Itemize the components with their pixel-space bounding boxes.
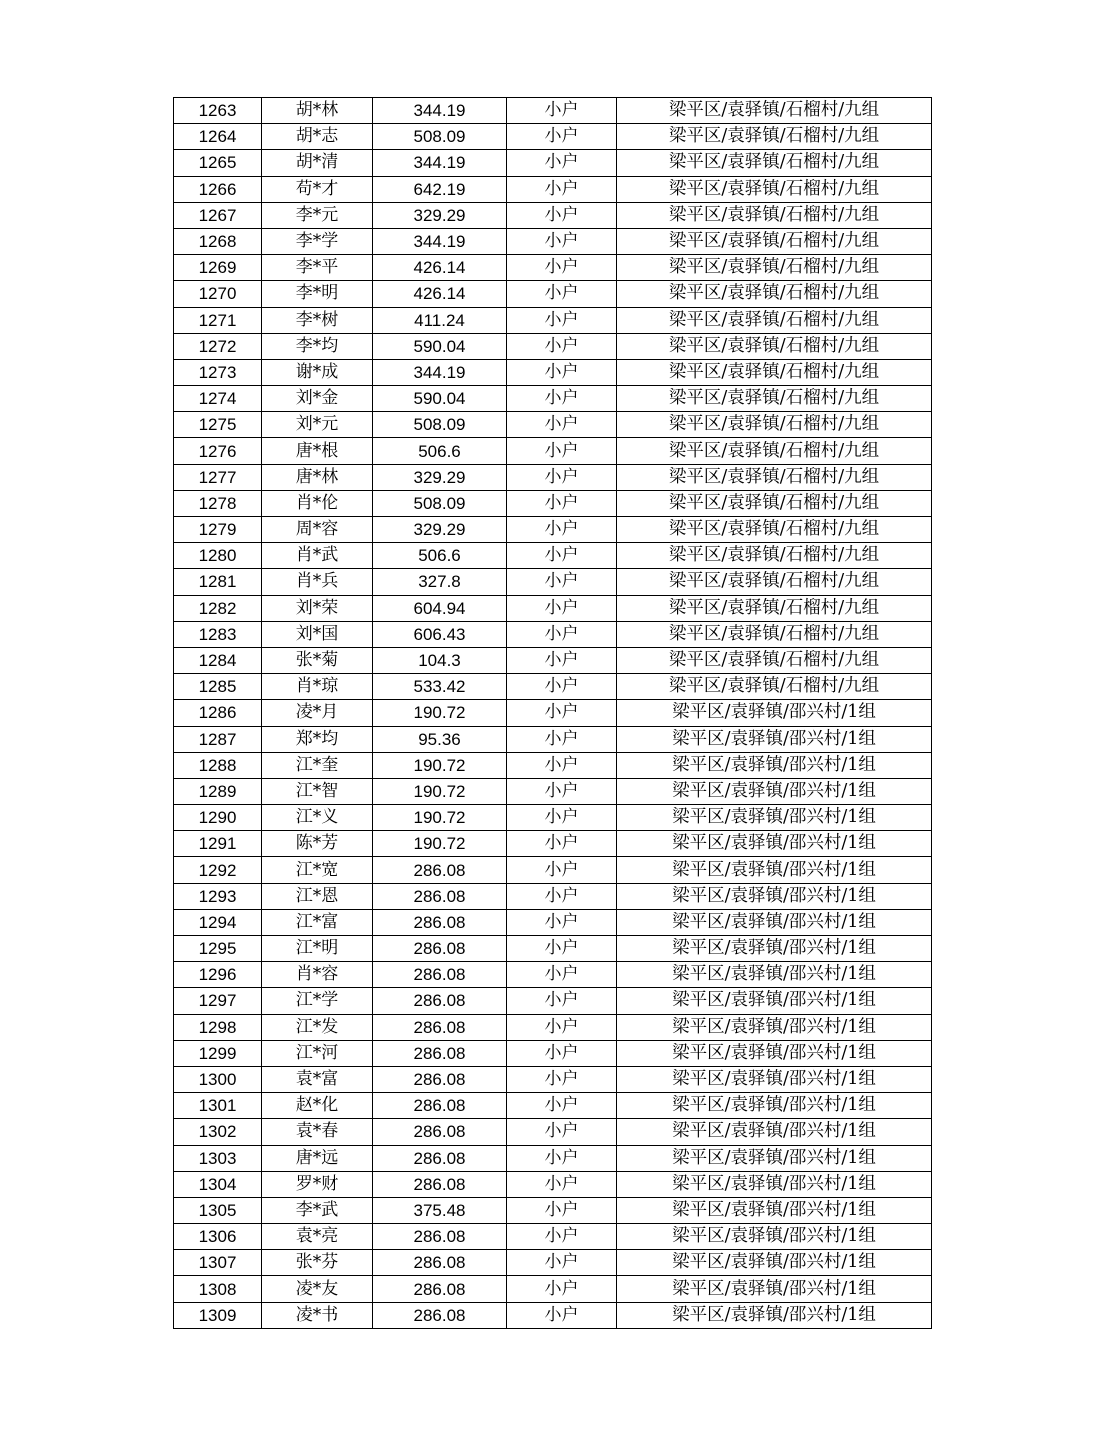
row-id-cell: 1298 [174,1014,262,1040]
row-address-cell: 梁平区/袁驿镇/石榴村/九组 [617,517,932,543]
row-amount-cell: 344.19 [373,228,507,254]
row-type-cell: 小户 [507,1145,617,1171]
row-type-cell: 小户 [507,438,617,464]
row-id-cell: 1305 [174,1197,262,1223]
row-amount-cell: 286.08 [373,909,507,935]
row-type-cell: 小户 [507,1014,617,1040]
row-name-cell: 江*智 [262,778,373,804]
row-address-cell: 梁平区/袁驿镇/石榴村/九组 [617,543,932,569]
row-name-cell: 郑*均 [262,726,373,752]
table-body [174,98,932,1329]
row-name-cell: 肖*伦 [262,490,373,516]
row-amount-cell: 426.14 [373,255,507,281]
row-amount-cell: 190.72 [373,805,507,831]
row-name-cell: 李*树 [262,307,373,333]
row-id-cell: 1273 [174,359,262,385]
row-type-cell: 小户 [507,674,617,700]
row-type-cell: 小户 [507,359,617,385]
row-address-cell: 梁平区/袁驿镇/邵兴村/1组 [617,909,932,935]
row-amount-cell: 508.09 [373,490,507,516]
row-name-cell: 江*义 [262,805,373,831]
table-row [174,490,932,516]
row-type-cell: 小户 [507,176,617,202]
row-amount-cell: 426.14 [373,281,507,307]
row-type-cell: 小户 [507,228,617,254]
row-id-cell: 1288 [174,752,262,778]
row-type-cell: 小户 [507,490,617,516]
row-amount-cell: 506.6 [373,438,507,464]
table-row [174,674,932,700]
row-address-cell: 梁平区/袁驿镇/石榴村/九组 [617,202,932,228]
row-address-cell: 梁平区/袁驿镇/石榴村/九组 [617,255,932,281]
row-address-cell: 梁平区/袁驿镇/邵兴村/1组 [617,988,932,1014]
row-amount-cell: 104.3 [373,647,507,673]
row-address-cell: 梁平区/袁驿镇/石榴村/九组 [617,150,932,176]
row-id-cell: 1304 [174,1171,262,1197]
row-amount-cell: 506.6 [373,543,507,569]
row-name-cell: 李*元 [262,202,373,228]
row-id-cell: 1276 [174,438,262,464]
row-amount-cell: 286.08 [373,1224,507,1250]
table-row [174,883,932,909]
row-name-cell: 唐*远 [262,1145,373,1171]
row-id-cell: 1303 [174,1145,262,1171]
row-type-cell: 小户 [507,700,617,726]
row-amount-cell: 286.08 [373,962,507,988]
table-row [174,281,932,307]
row-amount-cell: 286.08 [373,1171,507,1197]
row-type-cell: 小户 [507,1171,617,1197]
row-name-cell: 肖*琼 [262,674,373,700]
row-amount-cell: 286.08 [373,1276,507,1302]
table-row [174,1302,932,1328]
row-amount-cell: 286.08 [373,936,507,962]
table-row [174,464,932,490]
table-row [174,752,932,778]
row-amount-cell: 286.08 [373,1040,507,1066]
row-id-cell: 1281 [174,569,262,595]
row-amount-cell: 286.08 [373,1250,507,1276]
table-row [174,176,932,202]
table-row [174,1040,932,1066]
table-row [174,621,932,647]
row-id-cell: 1263 [174,98,262,124]
row-type-cell: 小户 [507,255,617,281]
row-name-cell: 袁*亮 [262,1224,373,1250]
row-amount-cell: 286.08 [373,857,507,883]
row-type-cell: 小户 [507,909,617,935]
row-name-cell: 刘*国 [262,621,373,647]
row-id-cell: 1274 [174,386,262,412]
row-type-cell: 小户 [507,1302,617,1328]
table-row [174,909,932,935]
row-address-cell: 梁平区/袁驿镇/邵兴村/1组 [617,831,932,857]
row-id-cell: 1292 [174,857,262,883]
row-type-cell: 小户 [507,281,617,307]
row-address-cell: 梁平区/袁驿镇/邵兴村/1组 [617,1145,932,1171]
row-id-cell: 1286 [174,700,262,726]
row-type-cell: 小户 [507,98,617,124]
row-type-cell: 小户 [507,517,617,543]
table-row [174,359,932,385]
row-address-cell: 梁平区/袁驿镇/石榴村/九组 [617,464,932,490]
row-type-cell: 小户 [507,752,617,778]
table-row [174,412,932,438]
row-amount-cell: 508.09 [373,124,507,150]
row-address-cell: 梁平区/袁驿镇/石榴村/九组 [617,228,932,254]
row-address-cell: 梁平区/袁驿镇/石榴村/九组 [617,621,932,647]
row-amount-cell: 604.94 [373,595,507,621]
row-type-cell: 小户 [507,857,617,883]
row-address-cell: 梁平区/袁驿镇/石榴村/九组 [617,124,932,150]
row-name-cell: 周*容 [262,517,373,543]
row-type-cell: 小户 [507,1224,617,1250]
row-name-cell: 刘*金 [262,386,373,412]
row-id-cell: 1284 [174,647,262,673]
row-address-cell: 梁平区/袁驿镇/邵兴村/1组 [617,1224,932,1250]
row-name-cell: 刘*荣 [262,595,373,621]
row-address-cell: 梁平区/袁驿镇/邵兴村/1组 [617,752,932,778]
row-id-cell: 1266 [174,176,262,202]
table-row [174,202,932,228]
row-id-cell: 1306 [174,1224,262,1250]
row-name-cell: 江*学 [262,988,373,1014]
row-type-cell: 小户 [507,569,617,595]
row-id-cell: 1301 [174,1093,262,1119]
row-type-cell: 小户 [507,831,617,857]
row-name-cell: 江*富 [262,909,373,935]
row-id-cell: 1269 [174,255,262,281]
row-type-cell: 小户 [507,1066,617,1092]
row-address-cell: 梁平区/袁驿镇/石榴村/九组 [617,438,932,464]
table-row [174,778,932,804]
row-address-cell: 梁平区/袁驿镇/邵兴村/1组 [617,1040,932,1066]
row-id-cell: 1295 [174,936,262,962]
row-address-cell: 梁平区/袁驿镇/石榴村/九组 [617,98,932,124]
row-id-cell: 1277 [174,464,262,490]
row-type-cell: 小户 [507,202,617,228]
table-row [174,988,932,1014]
table-row [174,228,932,254]
row-name-cell: 唐*林 [262,464,373,490]
row-id-cell: 1290 [174,805,262,831]
row-address-cell: 梁平区/袁驿镇/邵兴村/1组 [617,1302,932,1328]
row-address-cell: 梁平区/袁驿镇/邵兴村/1组 [617,778,932,804]
row-name-cell: 袁*富 [262,1066,373,1092]
data-table [173,97,932,1329]
row-address-cell: 梁平区/袁驿镇/石榴村/九组 [617,674,932,700]
table-row [174,936,932,962]
row-amount-cell: 190.72 [373,778,507,804]
row-id-cell: 1265 [174,150,262,176]
row-address-cell: 梁平区/袁驿镇/邵兴村/1组 [617,936,932,962]
row-name-cell: 江*明 [262,936,373,962]
row-id-cell: 1300 [174,1066,262,1092]
row-name-cell: 凌*友 [262,1276,373,1302]
row-type-cell: 小户 [507,1040,617,1066]
row-type-cell: 小户 [507,1197,617,1223]
row-id-cell: 1271 [174,307,262,333]
row-amount-cell: 190.72 [373,831,507,857]
row-id-cell: 1268 [174,228,262,254]
row-id-cell: 1307 [174,1250,262,1276]
row-address-cell: 梁平区/袁驿镇/邵兴村/1组 [617,1066,932,1092]
row-name-cell: 江*河 [262,1040,373,1066]
row-address-cell: 梁平区/袁驿镇/石榴村/九组 [617,359,932,385]
table-row [174,543,932,569]
row-amount-cell: 286.08 [373,1066,507,1092]
row-amount-cell: 286.08 [373,988,507,1014]
table-row [174,1197,932,1223]
row-address-cell: 梁平区/袁驿镇/邵兴村/1组 [617,700,932,726]
row-amount-cell: 344.19 [373,98,507,124]
row-id-cell: 1296 [174,962,262,988]
row-name-cell: 张*菊 [262,647,373,673]
table-row [174,517,932,543]
table-row [174,700,932,726]
row-id-cell: 1282 [174,595,262,621]
row-type-cell: 小户 [507,647,617,673]
row-address-cell: 梁平区/袁驿镇/邵兴村/1组 [617,1197,932,1223]
row-type-cell: 小户 [507,595,617,621]
row-id-cell: 1270 [174,281,262,307]
row-address-cell: 梁平区/袁驿镇/邵兴村/1组 [617,883,932,909]
row-name-cell: 袁*春 [262,1119,373,1145]
row-id-cell: 1267 [174,202,262,228]
row-name-cell: 肖*兵 [262,569,373,595]
row-type-cell: 小户 [507,778,617,804]
row-amount-cell: 327.8 [373,569,507,595]
table-row [174,124,932,150]
row-type-cell: 小户 [507,464,617,490]
row-type-cell: 小户 [507,962,617,988]
row-id-cell: 1291 [174,831,262,857]
row-address-cell: 梁平区/袁驿镇/石榴村/九组 [617,281,932,307]
row-amount-cell: 286.08 [373,883,507,909]
row-type-cell: 小户 [507,1093,617,1119]
row-id-cell: 1272 [174,333,262,359]
table-row [174,1145,932,1171]
row-address-cell: 梁平区/袁驿镇/石榴村/九组 [617,569,932,595]
row-name-cell: 罗*财 [262,1171,373,1197]
row-address-cell: 梁平区/袁驿镇/邵兴村/1组 [617,1276,932,1302]
row-address-cell: 梁平区/袁驿镇/邵兴村/1组 [617,857,932,883]
row-amount-cell: 533.42 [373,674,507,700]
table-row [174,307,932,333]
row-name-cell: 苟*才 [262,176,373,202]
row-amount-cell: 329.29 [373,202,507,228]
row-address-cell: 梁平区/袁驿镇/邵兴村/1组 [617,962,932,988]
row-amount-cell: 190.72 [373,700,507,726]
row-amount-cell: 375.48 [373,1197,507,1223]
row-address-cell: 梁平区/袁驿镇/石榴村/九组 [617,595,932,621]
row-id-cell: 1278 [174,490,262,516]
row-type-cell: 小户 [507,307,617,333]
row-id-cell: 1308 [174,1276,262,1302]
row-type-cell: 小户 [507,333,617,359]
row-id-cell: 1283 [174,621,262,647]
row-name-cell: 谢*成 [262,359,373,385]
row-name-cell: 李*均 [262,333,373,359]
table-row [174,831,932,857]
row-amount-cell: 286.08 [373,1014,507,1040]
table-row [174,1171,932,1197]
row-type-cell: 小户 [507,150,617,176]
table-row [174,962,932,988]
row-address-cell: 梁平区/袁驿镇/石榴村/九组 [617,386,932,412]
table-row [174,857,932,883]
row-name-cell: 唐*根 [262,438,373,464]
table-row [174,1119,932,1145]
row-amount-cell: 590.04 [373,386,507,412]
table-row [174,1224,932,1250]
row-amount-cell: 606.43 [373,621,507,647]
row-name-cell: 李*学 [262,228,373,254]
row-type-cell: 小户 [507,621,617,647]
table-row [174,1014,932,1040]
row-id-cell: 1302 [174,1119,262,1145]
table-row [174,150,932,176]
table-row [174,98,932,124]
row-amount-cell: 329.29 [373,464,507,490]
table-row [174,726,932,752]
row-amount-cell: 642.19 [373,176,507,202]
row-type-cell: 小户 [507,988,617,1014]
row-id-cell: 1280 [174,543,262,569]
row-type-cell: 小户 [507,1250,617,1276]
table-row [174,386,932,412]
row-address-cell: 梁平区/袁驿镇/石榴村/九组 [617,176,932,202]
row-type-cell: 小户 [507,543,617,569]
row-amount-cell: 286.08 [373,1302,507,1328]
row-type-cell: 小户 [507,805,617,831]
table-row [174,255,932,281]
row-type-cell: 小户 [507,936,617,962]
row-address-cell: 梁平区/袁驿镇/邵兴村/1组 [617,1093,932,1119]
table-row [174,333,932,359]
row-amount-cell: 190.72 [373,752,507,778]
row-id-cell: 1264 [174,124,262,150]
row-id-cell: 1299 [174,1040,262,1066]
row-address-cell: 梁平区/袁驿镇/邵兴村/1组 [617,805,932,831]
row-address-cell: 梁平区/袁驿镇/邵兴村/1组 [617,726,932,752]
row-type-cell: 小户 [507,124,617,150]
row-address-cell: 梁平区/袁驿镇/石榴村/九组 [617,490,932,516]
row-name-cell: 江*奎 [262,752,373,778]
row-name-cell: 胡*林 [262,98,373,124]
row-amount-cell: 344.19 [373,150,507,176]
row-id-cell: 1294 [174,909,262,935]
row-name-cell: 江*宽 [262,857,373,883]
row-id-cell: 1285 [174,674,262,700]
row-address-cell: 梁平区/袁驿镇/石榴村/九组 [617,307,932,333]
row-id-cell: 1279 [174,517,262,543]
row-name-cell: 刘*元 [262,412,373,438]
row-name-cell: 凌*书 [262,1302,373,1328]
row-amount-cell: 329.29 [373,517,507,543]
row-type-cell: 小户 [507,1276,617,1302]
row-type-cell: 小户 [507,883,617,909]
row-name-cell: 肖*容 [262,962,373,988]
row-amount-cell: 590.04 [373,333,507,359]
row-name-cell: 李*平 [262,255,373,281]
row-name-cell: 陈*芳 [262,831,373,857]
row-address-cell: 梁平区/袁驿镇/邵兴村/1组 [617,1014,932,1040]
row-id-cell: 1289 [174,778,262,804]
row-address-cell: 梁平区/袁驿镇/邵兴村/1组 [617,1171,932,1197]
row-address-cell: 梁平区/袁驿镇/石榴村/九组 [617,333,932,359]
row-id-cell: 1275 [174,412,262,438]
row-address-cell: 梁平区/袁驿镇/邵兴村/1组 [617,1250,932,1276]
table-row [174,1276,932,1302]
row-address-cell: 梁平区/袁驿镇/邵兴村/1组 [617,1119,932,1145]
row-id-cell: 1287 [174,726,262,752]
row-name-cell: 江*恩 [262,883,373,909]
table-row [174,1066,932,1092]
row-name-cell: 李*明 [262,281,373,307]
table-row [174,647,932,673]
row-address-cell: 梁平区/袁驿镇/石榴村/九组 [617,412,932,438]
table-row [174,569,932,595]
row-name-cell: 江*发 [262,1014,373,1040]
row-amount-cell: 286.08 [373,1145,507,1171]
row-amount-cell: 508.09 [373,412,507,438]
row-id-cell: 1293 [174,883,262,909]
row-amount-cell: 411.24 [373,307,507,333]
row-amount-cell: 286.08 [373,1119,507,1145]
row-id-cell: 1309 [174,1302,262,1328]
row-name-cell: 凌*月 [262,700,373,726]
row-address-cell: 梁平区/袁驿镇/石榴村/九组 [617,647,932,673]
row-name-cell: 张*芬 [262,1250,373,1276]
table-row [174,1250,932,1276]
row-amount-cell: 286.08 [373,1093,507,1119]
table-row [174,1093,932,1119]
row-type-cell: 小户 [507,412,617,438]
row-name-cell: 赵*化 [262,1093,373,1119]
row-amount-cell: 344.19 [373,359,507,385]
row-name-cell: 李*武 [262,1197,373,1223]
row-id-cell: 1297 [174,988,262,1014]
row-name-cell: 胡*清 [262,150,373,176]
row-amount-cell: 95.36 [373,726,507,752]
row-name-cell: 肖*武 [262,543,373,569]
row-type-cell: 小户 [507,386,617,412]
table-row [174,805,932,831]
row-type-cell: 小户 [507,1119,617,1145]
row-type-cell: 小户 [507,726,617,752]
row-name-cell: 胡*志 [262,124,373,150]
table-row [174,438,932,464]
table-row [174,595,932,621]
